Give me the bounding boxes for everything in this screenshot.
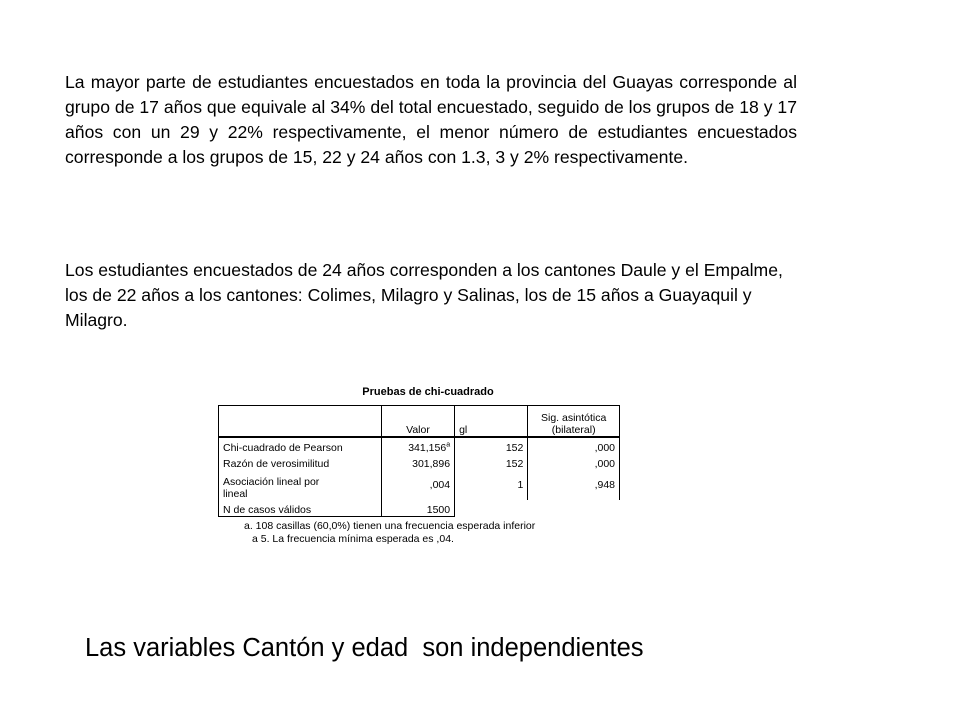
- table-row: [219, 437, 620, 454]
- row-label-line2: lineal: [223, 488, 248, 500]
- row-gl: 1: [455, 470, 528, 500]
- paragraph-age-distribution: La mayor parte de estudiantes encuestados en toda la provincia del Guayas corresponde al grupo de 17 años que equivale al 34% del total encuestado, seguido de los grupos de 18 y 17 años con un 29 y 22% respectivamente, el menor número de estudiantes encuestados corresponde a los grupos de 15, 22 y 24 años con 1.3, 3 y 2% respectivamente.: [65, 72, 797, 167]
- table-row: [219, 500, 620, 517]
- header-gl: gl: [455, 406, 528, 438]
- header-valor: Valor: [381, 406, 454, 438]
- row-sig: ,000: [528, 454, 620, 470]
- header-sig-line2: (bilateral): [551, 424, 596, 436]
- row-label: N de casos válidos: [219, 500, 382, 517]
- row-label: Razón de verosimilitud: [219, 454, 382, 470]
- header-sig: [528, 406, 620, 438]
- header-sig-line1: Sig. asintótica: [540, 412, 607, 424]
- row-label-line1: Asociación lineal por: [223, 476, 320, 488]
- footnote-marker: a: [446, 441, 451, 449]
- row-sig: ,000: [528, 437, 620, 454]
- row-gl: 152: [455, 454, 528, 470]
- row-gl: [455, 500, 528, 517]
- footnote-line2: a 5. La frecuencia mínima esperada es ,04.: [252, 533, 454, 545]
- paragraph-cantons: Los estudiantes encuestados de 24 años corresponden a los cantones Daule y el Empalme, los de 22 años a los cantones: Colimes, Milagro y Salinas, los de 15 años a Guayaquil y Milagro.: [65, 260, 783, 330]
- row-label: [219, 470, 382, 500]
- table-title: Pruebas de chi-cuadrado: [362, 386, 494, 398]
- row-valor: ,004: [381, 470, 454, 500]
- chi-square-tests-block: [218, 386, 620, 546]
- table-footnote: [244, 520, 616, 546]
- row-valor: 1500: [381, 500, 454, 517]
- footnote-line1: a. 108 casillas (60,0%) tienen una frecuencia esperada inferior: [244, 520, 536, 532]
- row-label: Chi-cuadrado de Pearson: [219, 437, 382, 454]
- table-row: [219, 470, 620, 500]
- chi-square-table: [218, 405, 620, 517]
- conclusion-text: Las variables Cantón y edad son independientes: [85, 634, 644, 662]
- header-empty-cell: [219, 406, 382, 438]
- table-row: [219, 454, 620, 470]
- table-header-row: [219, 406, 620, 438]
- row-valor: [381, 437, 454, 454]
- row-valor-value: 341,156: [408, 442, 447, 454]
- row-sig: ,948: [528, 470, 620, 500]
- row-sig: [528, 500, 620, 517]
- row-valor: 301,896: [381, 454, 454, 470]
- row-gl: 152: [455, 437, 528, 454]
